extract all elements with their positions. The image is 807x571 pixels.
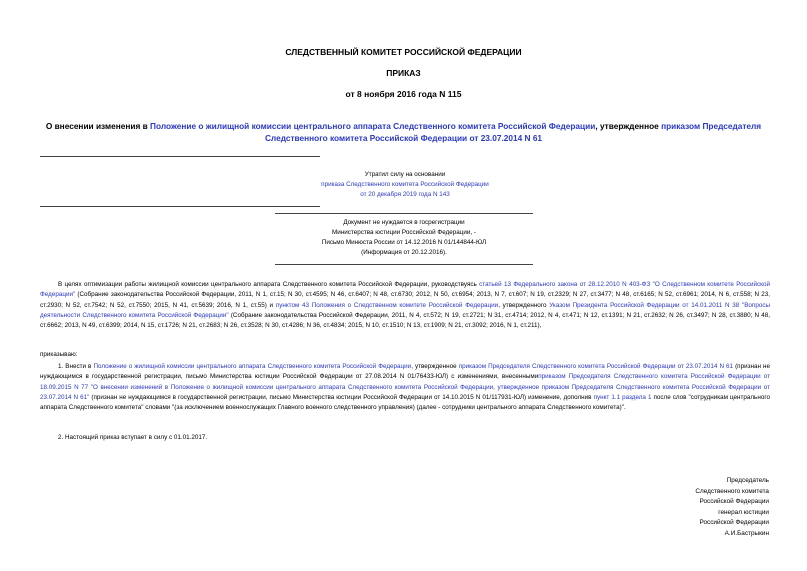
title-prefix: О внесении изменения в: [45, 121, 151, 131]
repeal-notice-text: Утратил силу на основании: [364, 171, 446, 178]
registration-notice-line: (Информация от 20.12.2016).: [361, 249, 447, 256]
registration-notice: [270, 218, 538, 258]
link-presidential-decree[interactable]: Указом Президента Российской Федерации от 14.01.2011 N 38 "Вопросы деятельности Следственного комитета Российской Федерации": [40, 301, 770, 319]
link-regulation-clause[interactable]: пунктом 43 Положения о Следственном комитете Российской Федерации: [275, 301, 499, 309]
registration-notice-line: Документ не нуждается в госрегистрации: [343, 219, 465, 226]
document-title: [40, 120, 767, 144]
document-type-heading: ПРИКАЗ: [386, 68, 421, 78]
preamble-text: В целях оптимизации работы жилищной комиссии центрального аппарата Следственного комитета Российской Федерации, руководствуясь: [58, 281, 480, 288]
signature-line: генерал юстиции: [718, 508, 769, 516]
signatory-name: А.И.Бастрыкин: [724, 529, 769, 537]
divider-line: [40, 156, 320, 157]
signature-line: Следственного комитета: [695, 487, 769, 495]
link-regulation[interactable]: Положение о жилищной комиссии центрального аппарата Следственного комитета Российской Федерации: [93, 363, 412, 370]
registration-notice-line: Министерства юстиции Российской Федерации, -: [331, 229, 476, 236]
link-clause-1-1[interactable]: пункт 1.1 раздела 1: [593, 393, 652, 401]
item-1-text: (признан не нуждающимся в государственной регистрации, письмо Министерства юстиции Российской Федерации от 27.08.2014 N 01/76433-ЮЛ) с изменениями, внесенными: [40, 363, 770, 381]
repeal-notice-link-order[interactable]: приказа Следственного комитета Российской Федерации: [321, 181, 489, 188]
title-middle: , утвержденное: [595, 121, 662, 131]
divider-line: [275, 264, 533, 265]
item-1-text: , утвержденное: [411, 363, 459, 370]
registration-notice-line: Письмо Минюста России от 14.12.2016 N 01/144844-ЮЛ: [321, 239, 487, 246]
repeal-notice: [290, 170, 520, 200]
signature-block: [695, 476, 769, 539]
link-federal-law[interactable]: статьей 13 Федерального закона от 28.12.2010 N 403-ФЗ "О Следственном комитете Российской Федерации": [40, 281, 770, 299]
link-order-77[interactable]: приказом Председателя Следственного комитета Российской Федерации от 18.09.2015 N 77 "О внесении изменений в Положение о жилищной комиссии центрального аппарата Следственного комитета Российской Федерации, утвержденное приказом Председателя Следственного комитета Российской Федерации от 23.07.2014 N 61": [40, 373, 770, 401]
link-order-61[interactable]: приказом Председателя Следственного комитета Российской Федерации от 23.07.2014 N 61: [458, 363, 734, 370]
preamble-paragraph: [40, 280, 770, 331]
item-1-text: (признан не нуждающимся в государственной регистрации, письмо Министерства юстиции Российской Федерации от 14.10.2015 N 01/117931-ЮЛ) изменение, дополнив: [89, 393, 594, 401]
preamble-text: (Собрание законодательства Российской Федерации, 2011, N 4, ст.572; N 19, ст.2721; N 31, ст.4714; 2012, N 4, ст.471; N 12, ст.1391; N 21, ст.2632; N 26, ст.3497; N 28, ст.3880; N 48, ст.6662; 2013, N 49, ст.6399; 2014, N 15, ст.1726; N 21, ст.2683; N 26, ст.3528; N 30, ст.4286; N 36, ст.4834; 2015, N 10, ст.1510; N 13, ст.1909; N 21, ст.3092; 2016, N 1, ст.211),: [40, 311, 771, 330]
repeal-notice-link-date[interactable]: от 20 декабря 2019 года N 143: [360, 191, 450, 198]
signature-line: Российской Федерации: [699, 498, 769, 505]
title-link-regulation[interactable]: Положение о жилищной комиссии центрального аппарата Следственного комитета Российской Федерации: [150, 121, 596, 131]
item-1-text: после слов "сотрудникам центрального аппарата Следственного комитета" словами "(за исключением военнослужащих Главного военного следственного управления) (далее - сотрудники центрального аппарата Следственного комитета)".: [40, 393, 770, 412]
organization-heading: СЛЕДСТВЕННЫЙ КОМИТЕТ РОССИЙСКОЙ ФЕДЕРАЦИИ: [285, 47, 522, 57]
signature-line: Российской Федерации: [699, 519, 769, 526]
item-2-paragraph: [40, 433, 770, 443]
item-1-paragraph: [40, 362, 770, 413]
title-link-order[interactable]: приказом Председателя Следственного комитета Российской Федерации от 23.07.2014 N 61: [264, 121, 762, 143]
order-word: приказываю:: [40, 351, 78, 358]
preamble-text: , утвержденного: [498, 301, 550, 309]
divider-line: [275, 213, 533, 214]
item-1-text: 1. Внести в: [58, 363, 94, 370]
preamble-text: (Собрание законодательства Российской Федерации, 2011, N 1, ст.15; N 30, ст.4595; N 46, ст.6407; N 48, ст.6730; 2012, N 50, ст.6954; 2013, N 7, ст.607; N 19, ст.2329; N 27, ст.3477; N 48, ст.6165; N 52, ст.6961; 2014, N 6, ст.558; N 23, ст.2930; N 52, ст.7542; N 52, ст.7550; 2015, N 41, ст.5639; 2016, N 1, ст.55) и: [40, 291, 770, 309]
document-date-number: от 8 ноября 2016 года N 115: [345, 89, 462, 99]
divider-line: [40, 206, 320, 207]
signature-line: Председатель: [726, 477, 769, 484]
item-2-text: 2. Настоящий приказ вступает в силу с 01.01.2017.: [58, 434, 208, 441]
